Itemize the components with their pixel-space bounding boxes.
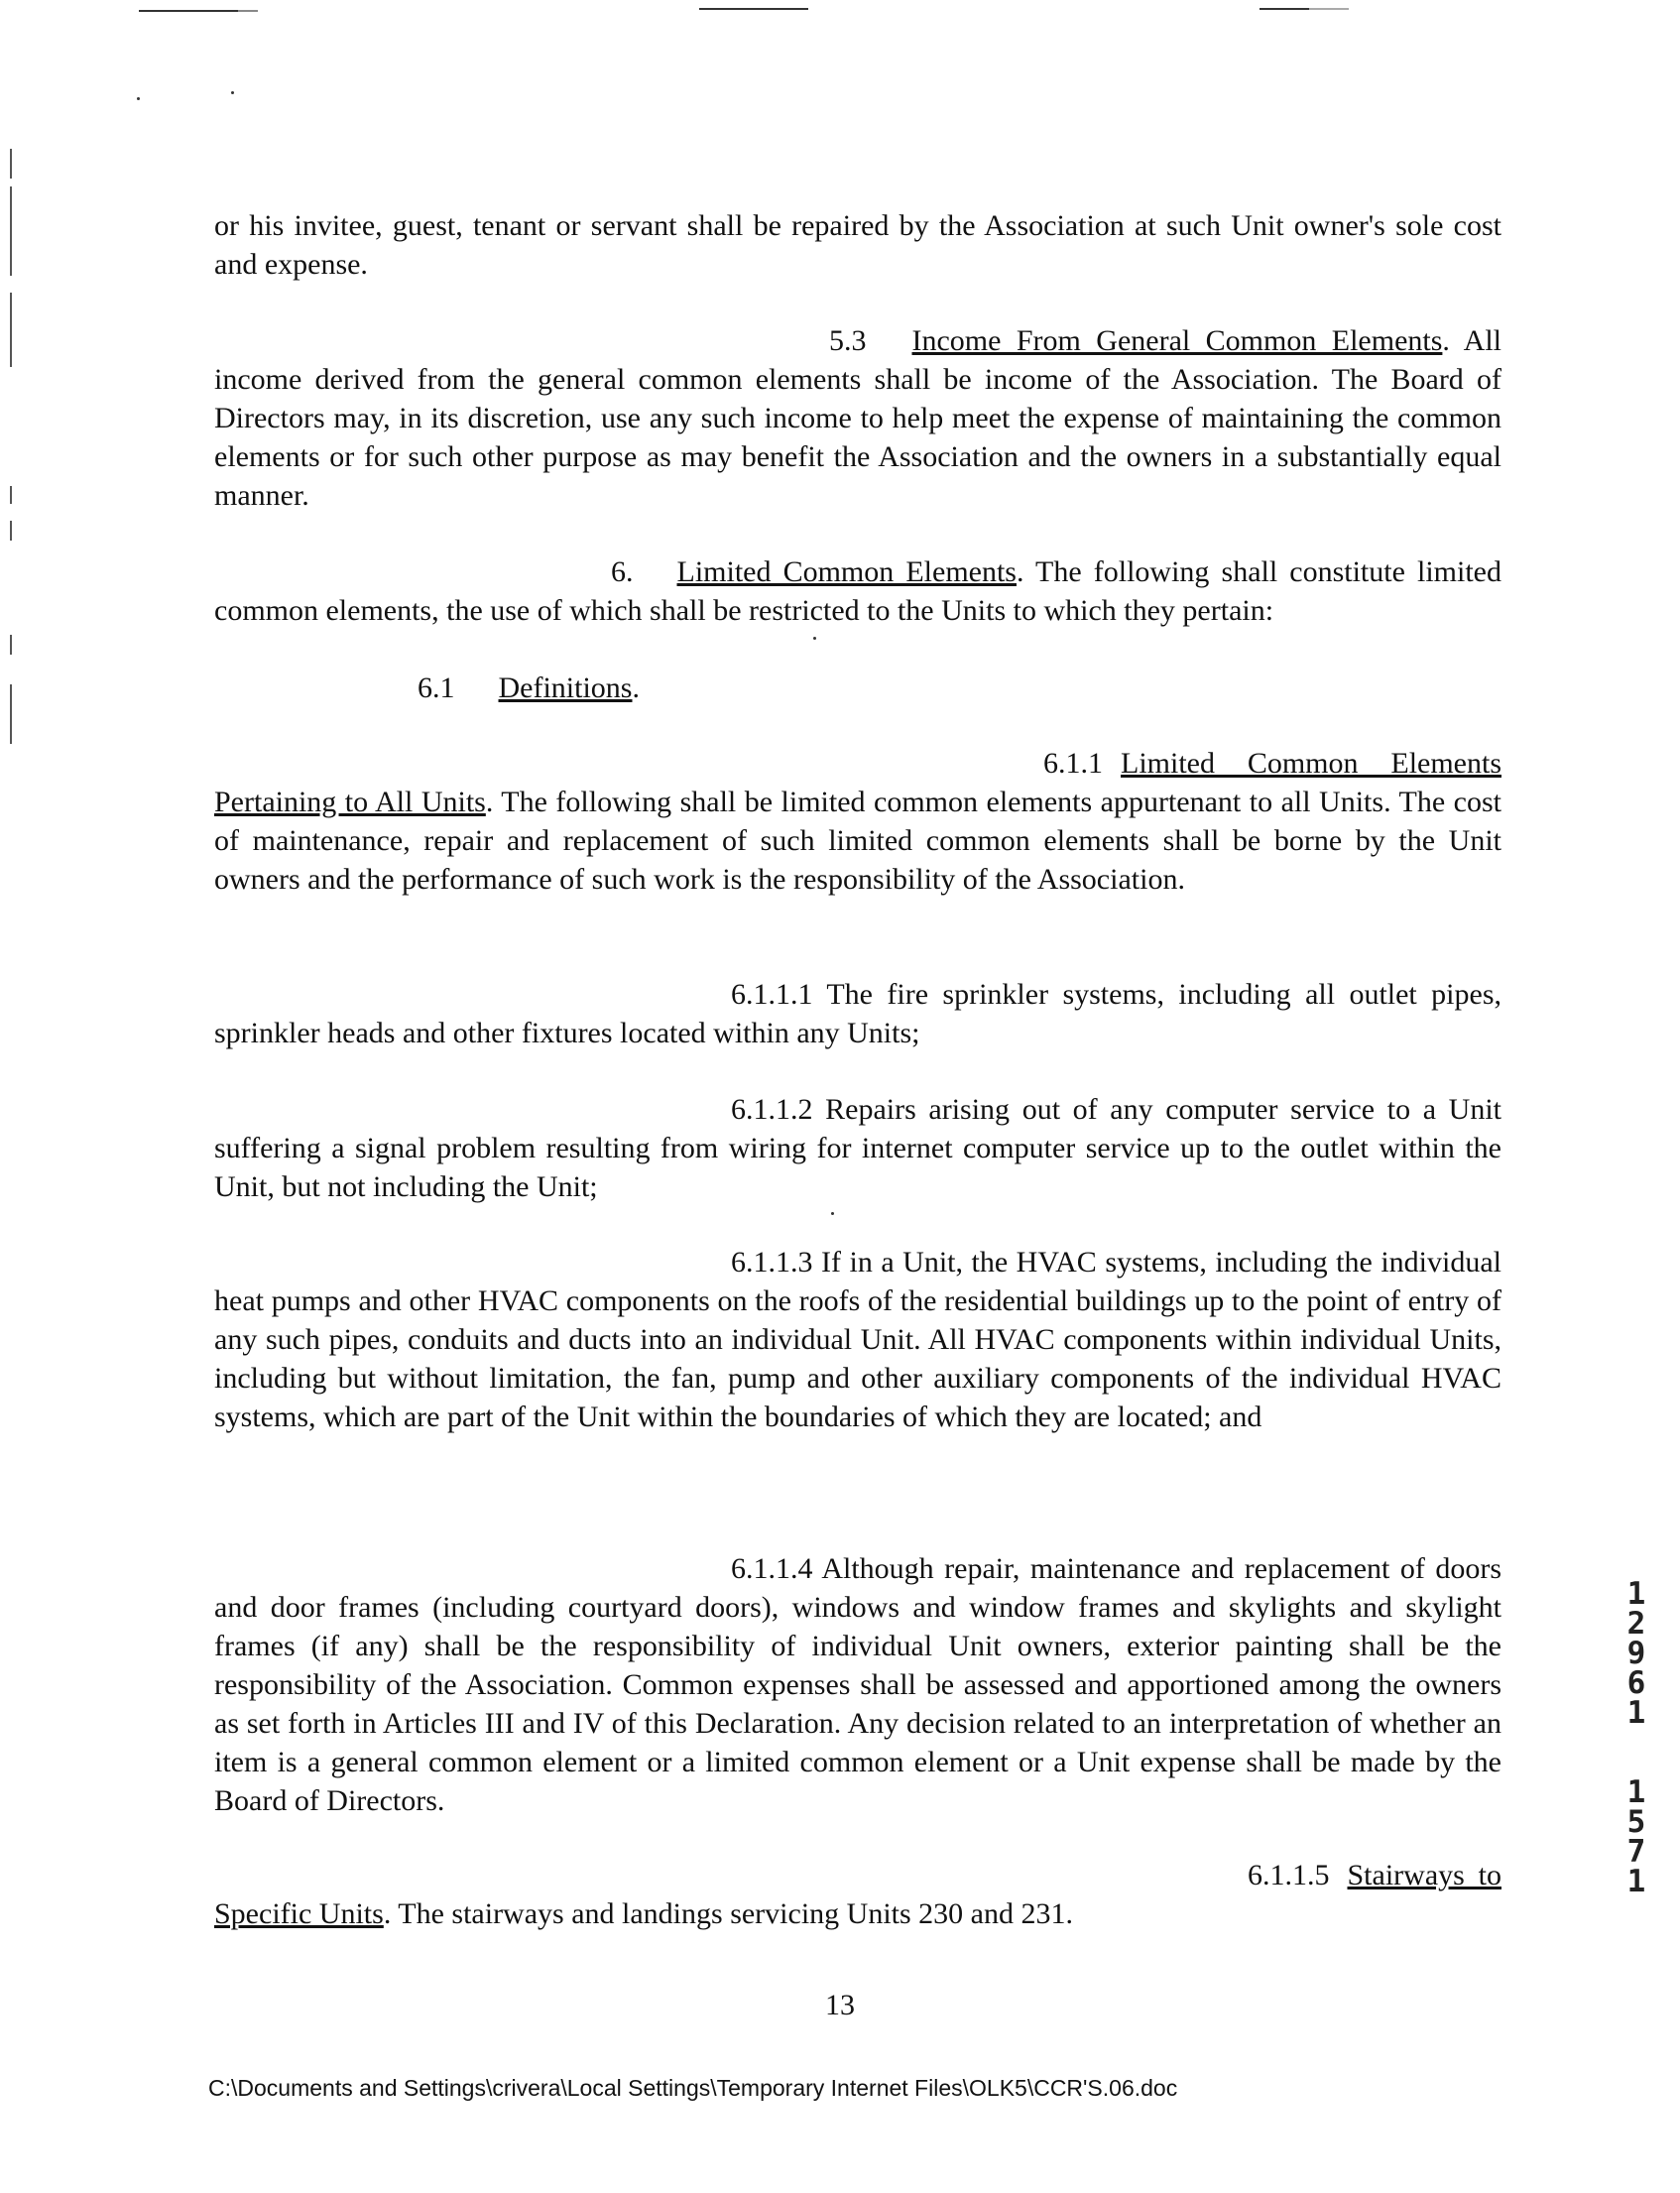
- section-body: . All income derived from the general common elements shall be income of the Association. The Board of Directors may, in its discretion, use any such income to help meet the expense of maintaining the common elements or for such other purpose as may benefit the Association and the owners in a substantially equal manner.: [214, 324, 1502, 512]
- paragraph-continuation: [214, 206, 1501, 284]
- scan-artifact-line: [139, 10, 238, 12]
- section-number: 5.3: [829, 324, 867, 357]
- stamp-digit: 1: [1626, 1576, 1646, 1612]
- section-6-1: [214, 669, 1501, 707]
- stamp-digit: 6: [1626, 1665, 1646, 1701]
- scan-speck: [231, 91, 234, 94]
- section-body: . The stairways and landings servicing Units 230 and 231.: [383, 1897, 1073, 1930]
- section-title: Stairways to Specific Units: [214, 1859, 1501, 1930]
- section-text: 6.1.1.3 If in a Unit, the HVAC systems, including the individual heat pumps and other HVAC components on the roofs of the residential buildings up to the point of entry of any such pipes, conduits and ducts into an individual Unit. All HVAC components within individual Units, including but without limitation, the fan, pump and other auxiliary components of the individual HVAC systems, which are part of the Unit within the boundaries of which they are located; and: [214, 1246, 1501, 1433]
- section-6-1-1-4: [214, 1549, 1501, 1820]
- stamp-digit: 5: [1626, 1804, 1646, 1840]
- section-text: 6.1.1.2 Repairs arising out of any computer service to a Unit suffering a signal problem resulting from wiring for internet computer service up to the outlet within the Unit, but not including the Unit;: [214, 1093, 1501, 1203]
- section-6: [214, 552, 1501, 630]
- margin-mark: [10, 149, 12, 179]
- section-6-1-1-3: [214, 1243, 1501, 1436]
- section-5-3: [214, 321, 1501, 515]
- stamp-digit: 7: [1626, 1834, 1646, 1870]
- margin-mark: [10, 635, 12, 655]
- section-6-1-1-1: [214, 975, 1501, 1052]
- section-number: 6.: [611, 555, 634, 588]
- section-title: Limited Common Elements Pertaining to All Units: [214, 747, 1501, 818]
- section-body: . The following shall be limited common elements appurtenant to all Units. The cost of maintenance, repair and replacement of such limited common elements shall be borne by the Unit owners and the performance of such work is the responsibility of the Association.: [214, 786, 1501, 896]
- footer-file-path: C:\Documents and Settings\crivera\Local Settings\Temporary Internet Files\OLK5\CCR'S.06.doc: [208, 2075, 1178, 2101]
- section-text: 6.1.1.4 Although repair, maintenance and replacement of doors and door frames (including courtyard doors), windows and window frames and skylights and skylight frames (if any) shall be the responsibility of individual Unit owners, exterior painting shall be the responsibility of the Association. Common expenses shall be assessed and apportioned among the owners as set forth in Articles III and IV of this Declaration. Any decision related to an interpretation of whether an item is a general common element or a limited common element or a Unit expense shall be made by the Board of Directors.: [214, 1552, 1501, 1817]
- paragraph-text: or his invitee, guest, tenant or servant shall be repaired by the Association at such Unit owner's sole cost and expense.: [214, 209, 1501, 281]
- section-title: Definitions: [498, 671, 633, 704]
- scan-artifact-line: [238, 10, 258, 12]
- scan-artifact-line: [1260, 8, 1309, 10]
- section-body: . The following shall constitute limited common elements, the use of which shall be restricted to the Units to which they pertain:: [214, 555, 1501, 627]
- margin-stamp-bottom: [1617, 1774, 1656, 1899]
- section-6-1-1-5: [214, 1856, 1501, 1933]
- margin-mark: [10, 486, 12, 504]
- stamp-digit: 1: [1626, 1695, 1646, 1731]
- scan-speck: [831, 1212, 834, 1215]
- stamp-digit: 1: [1626, 1864, 1646, 1899]
- margin-mark: [10, 186, 12, 276]
- section-6-1-1: [214, 744, 1501, 899]
- section-6-1-1-2: [214, 1090, 1501, 1206]
- page-number: 13: [825, 1989, 855, 2021]
- section-number: 6.1.1.5: [1248, 1859, 1330, 1891]
- section-text: 6.1.1.1 The fire sprinkler systems, including all outlet pipes, sprinkler heads and other fixtures located within any Units;: [214, 978, 1501, 1049]
- margin-mark: [10, 684, 12, 744]
- section-title: Limited Common Elements: [676, 555, 1017, 588]
- scan-speck: [137, 97, 140, 100]
- scan-speck: [813, 637, 816, 640]
- stamp-digit: 1: [1626, 1774, 1646, 1810]
- section-number: 6.1.1: [1043, 747, 1103, 780]
- section-title: Income From General Common Elements: [911, 324, 1443, 357]
- scan-artifact-line: [699, 8, 808, 10]
- section-number: 6.1: [418, 671, 455, 704]
- margin-stamp-top: [1617, 1576, 1656, 1731]
- stamp-digit: 9: [1626, 1636, 1646, 1671]
- section-body: .: [632, 671, 640, 704]
- scan-artifact-line: [1309, 8, 1349, 10]
- margin-mark: [10, 521, 12, 541]
- margin-mark: [10, 293, 12, 367]
- stamp-digit: 2: [1626, 1606, 1646, 1642]
